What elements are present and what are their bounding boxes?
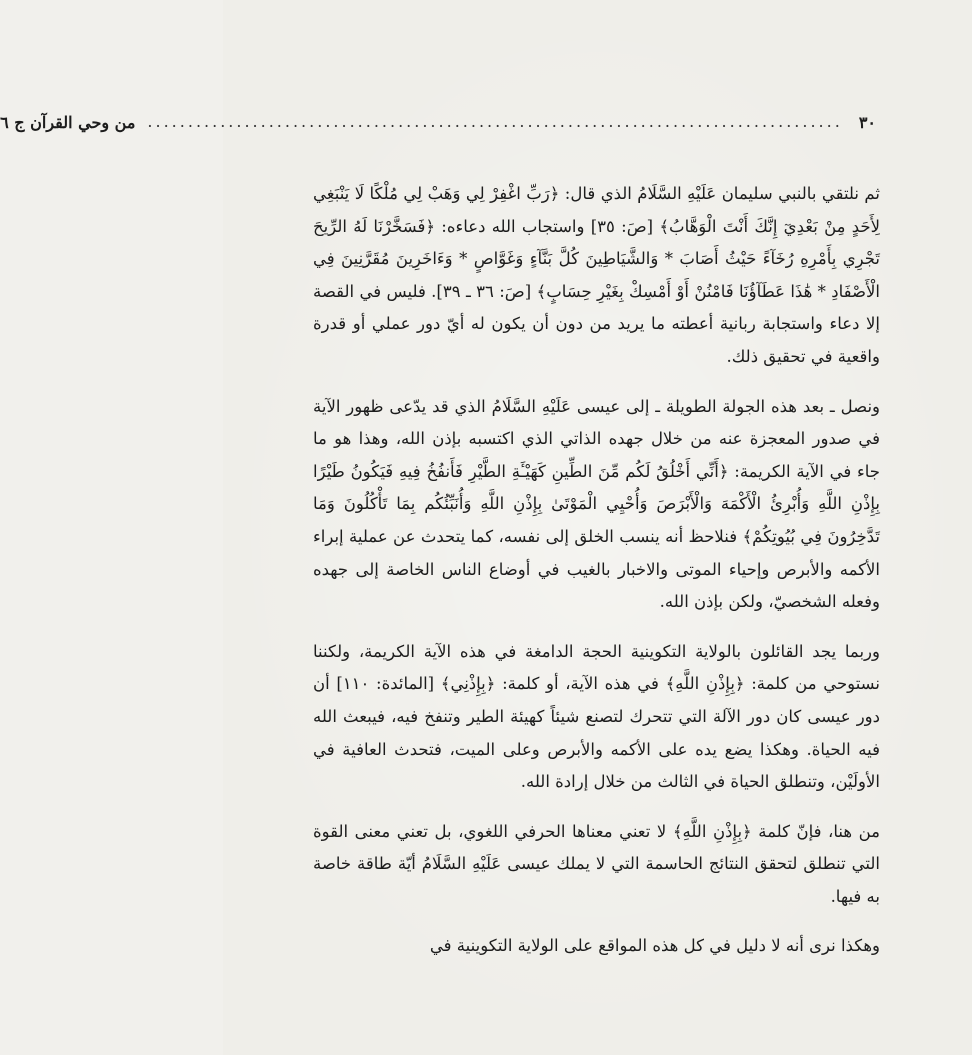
paragraph-solomon: ثم نلتقي بالنبي سليمان عَلَيْهِ السَّلَامُ الذي قال: ﴿رَبِّ اغْفِرْ لِي وَهَبْ لِي مُلْكًا لَا يَنْبَغِي لِأَحَدٍ مِنْ بَعْدِيٓ إِنَّكَ أَنْتَ الْوَهَّابُ﴾ [صَ: ٣٥] واستجاب الله دعاءه: ﴿فَسَخَّرْنَا لَهُ الرِّيحَ تَجْرِي بِأَمْرِهِ رُخَآءً حَيْثُ أَصَابَ * وَالشَّيَاطِينَ كُلَّ بَنَّآءٍ وَغَوَّاصٍ * وَءَاخَرِينَ مُقَرَّنِينَ فِي الْأَصْفَادِ * هَٰذَا عَطَآؤُنَا فَامْنُنْ أَوْ أَمْسِكْ بِغَيْرِ حِسَابٍ﴾ [صَ: ٣٦ ـ ٣٩]. فليس في القصة إلا دعاء واستجابة ربانية أعطته ما يريد من دون أن يكون له أيّ دور عملي أو قدرة واقعية في تحقيق ذلك. [313,184,881,366]
paragraph-divine-permission: وربما يجد القائلون بالولاية التكوينية الحجة الدامغة في هذه الآية الكريمة، ولكننا نستوحي من كلمة: ﴿بِإِذْنِ اللَّهِ﴾ في هذه الآية، أو كلمة: ﴿بِإِذْنِي﴾ [المائدة: ١١٠] أن دور عيسى كان دور الآلة التي تتحرك لتصنع شيئاً كهيئة الطير وتنفخ فيه، فيبعث الله فيه الحياة. وهكذا يضع يده على الأكمه والأبرص وعلى الميت، فتحدث العافية في الأولَيْن، وتنطلق الحياة في الثالث من خلال إرادة الله. [313,641,880,792]
dot-leader: ...................................................................................... [147,112,843,131]
body-text [313,178,880,980]
paragraph-conclusion: وهكذا نرى أنه لا دليل في كل هذه المواقع على الولاية التكوينية في [429,936,880,956]
running-title: من وحي القرآن ج ٦ [0,112,136,132]
running-header [0,108,876,136]
page-number: ٣٠ [858,112,876,132]
paragraph-jesus-miracle: ونصل ـ بعد هذه الجولة الطويلة ـ إلى عيسى عَلَيْهِ السَّلَامُ الذي قد يدّعى ظهور الآية في صدور المعجزة عنه من خلال جهده الذاتي الذي اكتسبه بإذن الله، وهذا هو ما جاء في الآية الكريمة: ﴿أَنِّي أَخْلُقُ لَكُم مِّنَ الطِّينِ كَهَيْـَٔةِ الطَّيْرِ فَأَنفُخُ فِيهِ فَيَكُونُ طَيْرًا بِإِذْنِ اللَّهِ وَأُبْرِئُ الْأَكْمَهَ وَالْأَبْرَصَ وَأُحْيِي الْمَوْتَىٰ بِإِذْنِ اللَّهِ وَأُنَبِّئُكُم بِمَا تَأْكُلُونَ وَمَا تَدَّخِرُونَ فِي بُيُوتِكُمْ﴾ فنلاحظ أنه ينسب الخلق إلى نفسه، كما يتحدث عن عملية إبراء الأكمه والأبرص وإحياء الموتى والاخبار بالغيب في أوضاع الناس الخاصة إلى جهده وفعله الشخصيّ، ولكن بإذن الله. [313,396,880,612]
paragraph-meaning-of-permission: من هنا، فإنّ كلمة ﴿بِإِذْنِ اللَّهِ﴾ لا تعني معناها الحرفي اللغوي، بل تعني معنى القوة التي تنطلق لتحقق النتائج الحاسمة التي لا يملك عيسى عَلَيْهِ السَّلَامُ أيّة طاقة خاصة به فيها. [313,821,880,906]
